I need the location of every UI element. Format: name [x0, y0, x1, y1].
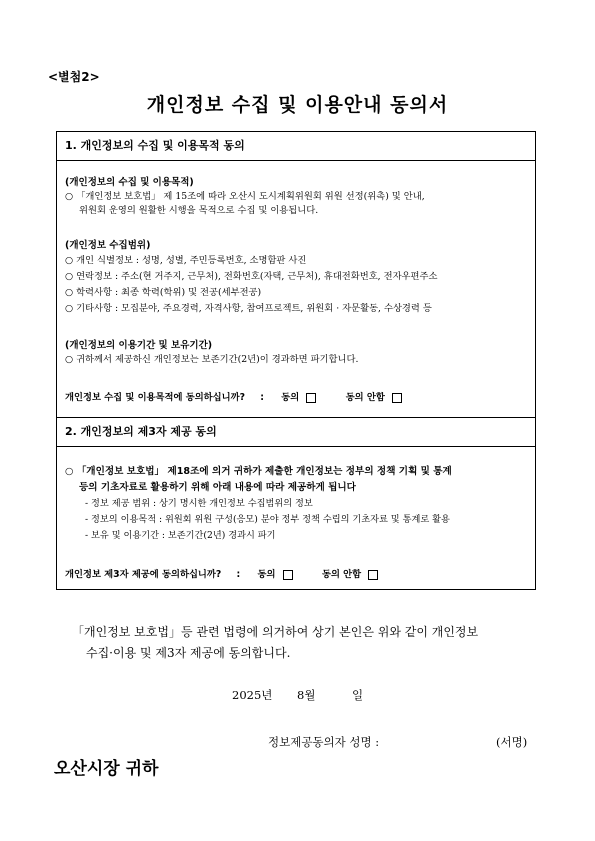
- date-month: 8월: [297, 688, 316, 702]
- date-year: 2025년: [232, 688, 273, 702]
- detail-item: - 보유 및 이용기간 : 보존기간(2년) 경과시 파기: [85, 530, 276, 541]
- section1-header: 1. 개인정보의 수집 및 이용목적 동의: [57, 132, 535, 161]
- agree-checkbox[interactable]: [306, 393, 316, 403]
- notice-line1: ○ 「개인정보 보호법」 제18조에 의거 귀하가 제출한 개인정보는 정부의 정책 기획 및 통계: [65, 466, 452, 477]
- third-party-notice: [65, 464, 527, 544]
- consent-line1: 「개인정보 보호법」등 관련 법령에 의거하여 상기 본인은 위와 같이 개인정보: [72, 625, 479, 639]
- date-day: 일: [352, 688, 364, 702]
- scope-item: ○ 연락정보 : 주소(현 거주지, 근무처), 전화번호(자택, 근무처), 휴대전화번호, 전자우편주소: [65, 271, 438, 282]
- agree-checkbox[interactable]: [283, 570, 293, 580]
- scope-item: ○ 개인 식별정보 : 성명, 성별, 주민등록번호, 소명함판 사진: [65, 255, 307, 266]
- collection-agree-row: [65, 389, 527, 403]
- separator: :: [260, 392, 264, 403]
- separator: :: [236, 569, 241, 580]
- agree-label: 동의: [281, 392, 300, 403]
- signature-label: 정보제공동의자 성명 :: [268, 735, 380, 749]
- signature-seal: (서명): [496, 735, 528, 749]
- consent-statement: [72, 622, 552, 664]
- agree-label: 동의: [257, 569, 276, 580]
- agree-question: 개인정보 수집 및 이용목적에 동의하십니까?: [65, 392, 245, 403]
- purpose-line1: ○ 「개인정보 보호법」 제 15조에 따라 오산시 도시계획위원회 위원 선정(위촉) 및 안내,: [65, 191, 425, 202]
- section-collection-consent: [56, 131, 536, 418]
- scope-block: [65, 239, 527, 317]
- detail-item: - 정보 제공 범위 : 상기 명시한 개인정보 수집범위의 정보: [85, 498, 313, 509]
- detail-item: - 정보의 이용목적 : 위원회 위원 구성(응모) 분야 정부 정책 수립의 기초자료 및 통계로 활용: [85, 514, 450, 525]
- retention-line: ○ 귀하께서 제공하신 개인정보는 보존기간(2년)이 경과하면 파기합니다.: [65, 354, 359, 365]
- disagree-checkbox[interactable]: [368, 570, 378, 580]
- retention-block: [65, 339, 527, 367]
- purpose-title: (개인정보의 수집 및 이용목적): [65, 177, 194, 188]
- addressee: 오산시장 귀하: [54, 759, 159, 779]
- scope-item: ○ 학력사항 : 최종 학력(학위) 및 전공(세부전공): [65, 287, 262, 298]
- retention-title: (개인정보의 이용기간 및 보유기간): [65, 340, 213, 351]
- section-third-party-consent: [56, 417, 536, 590]
- scope-item: ○ 기타사항 : 모집분야, 주요경력, 자격사항, 참여프로젝트, 위원회 · 자문활동, 수상경력 등: [65, 303, 432, 314]
- document-title: 개인정보 수집 및 이용안내 동의서: [146, 94, 449, 116]
- section2-header: 2. 개인정보의 제3자 제공 동의: [57, 418, 535, 447]
- disagree-label: 동의 안함: [321, 569, 362, 580]
- notice-line2: 등의 기초자료로 활용하기 위해 아래 내용에 따라 제공하게 됩니다: [79, 482, 356, 493]
- third-party-agree-row: [65, 566, 527, 580]
- purpose-line2: 위원회 운영의 원활한 시행을 목적으로 수집 및 이용됩니다.: [79, 205, 319, 216]
- purpose-block: [65, 176, 527, 218]
- consent-line2: 수집·이용 및 제3자 제공에 동의합니다.: [86, 646, 291, 660]
- disagree-checkbox[interactable]: [392, 393, 402, 403]
- disagree-label: 동의 안함: [345, 392, 385, 403]
- agree-question: 개인정보 제3자 제공에 동의하십니까?: [65, 569, 222, 580]
- scope-title: (개인정보 수집범위): [65, 240, 151, 251]
- attachment-label: <별첨2>: [48, 70, 100, 84]
